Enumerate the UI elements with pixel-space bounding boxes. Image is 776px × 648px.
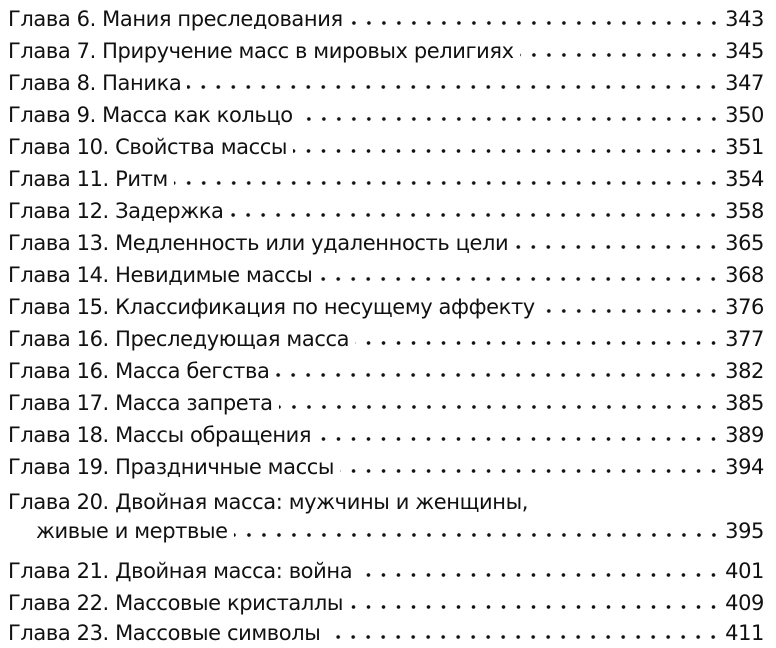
toc-entry — [8, 64, 764, 96]
toc-entry — [8, 128, 764, 160]
toc-entry-title: Глава 12. Задержка — [8, 199, 224, 223]
toc-entry-page: 351 — [725, 135, 764, 159]
toc-entry-title: Глава 14. Невидимые массы — [8, 263, 313, 287]
toc-entry-page: 395 — [725, 519, 764, 543]
toc-entry — [8, 160, 764, 192]
toc-entry — [8, 288, 764, 320]
toc-entry-title-continuation: живые и мертвые — [36, 519, 228, 543]
toc-entry-title: Глава 20. Двойная масса: мужчины и женщины, — [8, 490, 529, 514]
dot-leader — [187, 84, 721, 90]
dot-leader — [514, 244, 721, 250]
toc-entry-title: Глава 18. Массы обращения — [8, 423, 312, 447]
toc-entry-title: Глава 19. Праздничные массы — [8, 455, 335, 479]
toc-entry-page: 377 — [725, 327, 764, 351]
toc-entry-page: 394 — [725, 455, 764, 479]
toc-entry-page: 347 — [725, 71, 764, 95]
dot-leader — [174, 180, 721, 186]
toc-entry-title: Глава 15. Классификация по несущему аффекту — [8, 295, 535, 319]
dot-leader — [234, 532, 721, 538]
dot-leader — [358, 572, 721, 578]
dot-leader — [520, 52, 721, 58]
toc-entry-page: 354 — [725, 167, 764, 191]
dot-leader — [355, 340, 721, 346]
toc-entry — [8, 584, 764, 616]
toc-entry-page: 411 — [725, 621, 764, 645]
toc-entry-title: Глава 10. Свойства массы — [8, 135, 288, 159]
toc-entry-title: Глава 7. Приручение масс в мировых религиях — [8, 39, 514, 63]
dot-leader — [340, 468, 721, 474]
toc-entry-title: Глава 16. Масса бегства — [8, 359, 270, 383]
toc-entry-page: 382 — [725, 359, 764, 383]
toc-entry-title: Глава 22. Массовые кристаллы — [8, 591, 344, 615]
toc-entry-page: 368 — [725, 263, 764, 287]
toc-entry — [8, 32, 764, 64]
toc-entry-title: Глава 9. Масса как кольцо — [8, 103, 293, 127]
toc-entry-title: Глава 21. Двойная масса: война — [8, 559, 353, 583]
toc-entry-page: 385 — [725, 391, 764, 415]
toc-entry — [8, 192, 764, 224]
toc-entry-page: 389 — [725, 423, 764, 447]
dot-leader — [279, 404, 721, 410]
toc-entry-page: 376 — [725, 295, 764, 319]
toc-entry-title: Глава 13. Медленность или удаленность цели — [8, 231, 509, 255]
toc-entry-title: Глава 23. Массовые символы — [8, 621, 321, 645]
toc-entry — [8, 96, 764, 128]
toc-entry-title: Глава 6. Мания преследования — [8, 7, 343, 31]
dot-leader — [349, 20, 721, 26]
toc-entry-page: 409 — [725, 591, 764, 615]
dot-leader — [293, 148, 721, 154]
toc-entry-title: Глава 11. Ритм — [8, 167, 168, 191]
dot-leader — [349, 604, 721, 610]
toc-entry-page: 343 — [725, 7, 764, 31]
toc-entry — [8, 320, 764, 352]
toc-entry — [8, 224, 764, 256]
dot-leader — [326, 634, 721, 640]
toc-entry — [8, 416, 764, 448]
dot-leader — [299, 116, 721, 122]
toc-entry — [8, 0, 764, 32]
toc-entry-title: Глава 16. Преследующая масса — [8, 327, 350, 351]
toc-entry-page: 401 — [725, 559, 764, 583]
dot-leader — [318, 276, 721, 282]
toc-entry-continuation — [36, 512, 764, 544]
toc-entry-title: Глава 17. Масса запрета — [8, 391, 273, 415]
dot-leader — [229, 212, 721, 218]
toc-entry — [8, 448, 764, 480]
toc-entry-page: 358 — [725, 199, 764, 223]
toc-entry-page: 345 — [725, 39, 764, 63]
toc-entry-page: 365 — [725, 231, 764, 255]
dot-leader — [541, 308, 721, 314]
toc-entry-page: 350 — [725, 103, 764, 127]
toc-entry — [8, 256, 764, 288]
toc-entry — [8, 384, 764, 416]
toc-entry — [8, 352, 764, 384]
toc-entry — [8, 614, 764, 646]
toc-entry-title: Глава 8. Паника — [8, 71, 182, 95]
dot-leader — [275, 372, 721, 378]
toc-entry — [8, 552, 764, 584]
dot-leader — [317, 436, 721, 442]
